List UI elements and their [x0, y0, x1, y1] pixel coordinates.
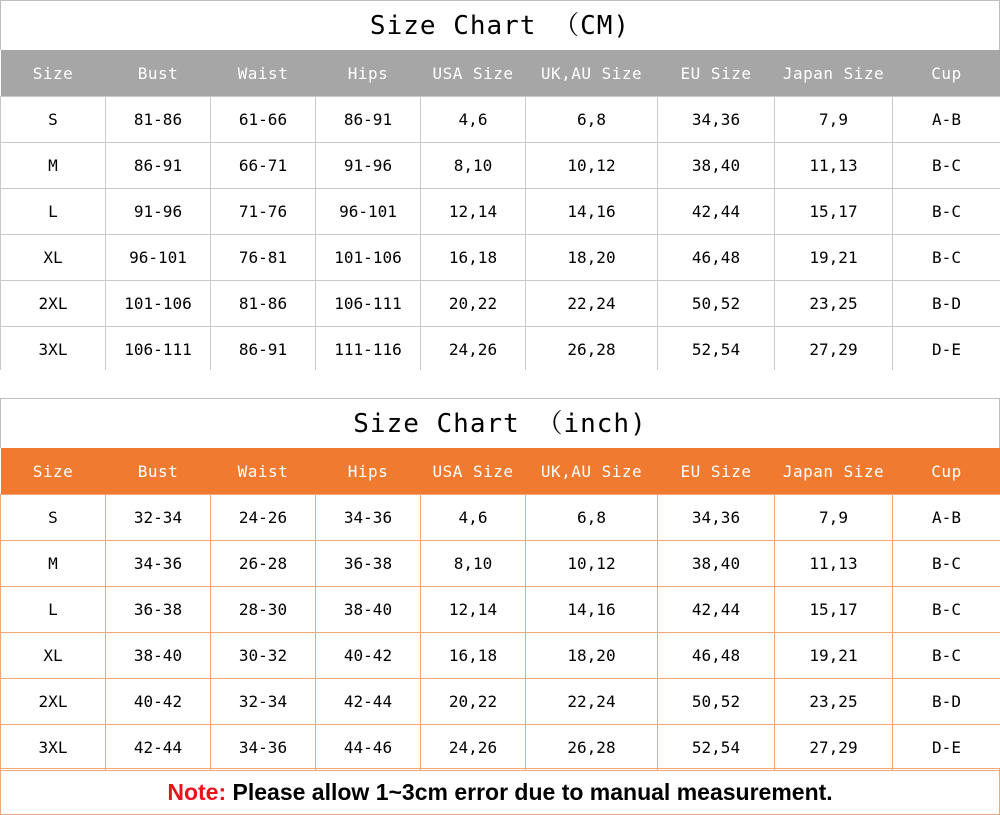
table-cell: B-D: [893, 281, 1000, 327]
cm-header-cell: Japan Size: [775, 50, 893, 97]
section-gap: [0, 370, 1000, 398]
table-cell: XL: [1, 633, 106, 679]
table-cell: 81-86: [106, 97, 211, 143]
table-cell: S: [1, 97, 106, 143]
inch-header-cell: UK,AU Size: [526, 448, 658, 495]
table-cell: 38-40: [106, 633, 211, 679]
table-cell: 32-34: [106, 495, 211, 541]
table-cell: B-C: [893, 189, 1000, 235]
table-cell: 8,10: [421, 143, 526, 189]
table-cell: 101-106: [106, 281, 211, 327]
table-cell: 16,18: [421, 633, 526, 679]
cm-header-cell: EU Size: [658, 50, 775, 97]
table-cell: 91-96: [316, 143, 421, 189]
table-cell: 14,16: [526, 189, 658, 235]
cm-chart-title: Size Chart （CM): [0, 0, 1000, 50]
table-cell: 36-38: [316, 541, 421, 587]
table-cell: 42-44: [106, 725, 211, 771]
table-cell: 7,9: [775, 495, 893, 541]
table-cell: 8,10: [421, 541, 526, 587]
table-cell: 24,26: [421, 327, 526, 373]
table-cell: 6,8: [526, 495, 658, 541]
inch-table-body: [1, 495, 1000, 771]
inch-header-cell: Size: [1, 448, 106, 495]
table-cell: 22,24: [526, 281, 658, 327]
table-cell: 12,14: [421, 189, 526, 235]
cm-header-cell: Hips: [316, 50, 421, 97]
table-cell: 18,20: [526, 235, 658, 281]
table-cell: 19,21: [775, 235, 893, 281]
table-cell: 20,22: [421, 679, 526, 725]
table-cell: 12,14: [421, 587, 526, 633]
table-cell: 15,17: [775, 587, 893, 633]
table-cell: 2XL: [1, 679, 106, 725]
inch-header-row: [1, 448, 1000, 495]
table-cell: 44-46: [316, 725, 421, 771]
table-cell: 3XL: [1, 725, 106, 771]
table-cell: B-C: [893, 587, 1000, 633]
inch-size-chart: [0, 398, 1000, 771]
table-cell: 76-81: [211, 235, 316, 281]
table-row: [1, 587, 1000, 633]
table-cell: 36-38: [106, 587, 211, 633]
table-cell: 27,29: [775, 327, 893, 373]
table-cell: 42,44: [658, 189, 775, 235]
table-cell: A-B: [893, 97, 1000, 143]
table-cell: 20,22: [421, 281, 526, 327]
table-cell: 28-30: [211, 587, 316, 633]
note-label: Note:: [167, 779, 227, 805]
inch-header-cell: Japan Size: [775, 448, 893, 495]
cm-header-cell: Bust: [106, 50, 211, 97]
table-cell: 52,54: [658, 725, 775, 771]
table-cell: 86-91: [211, 327, 316, 373]
table-row: [1, 189, 1000, 235]
measurement-note: [0, 768, 1000, 815]
table-row: [1, 725, 1000, 771]
table-cell: 34,36: [658, 495, 775, 541]
table-cell: 38,40: [658, 143, 775, 189]
table-cell: 40-42: [106, 679, 211, 725]
table-cell: 106-111: [316, 281, 421, 327]
table-cell: 81-86: [211, 281, 316, 327]
inch-size-table: [0, 448, 1000, 771]
table-cell: 11,13: [775, 143, 893, 189]
table-row: [1, 495, 1000, 541]
table-cell: 34-36: [106, 541, 211, 587]
table-row: [1, 97, 1000, 143]
table-cell: 34,36: [658, 97, 775, 143]
table-cell: B-C: [893, 541, 1000, 587]
table-cell: 26,28: [526, 327, 658, 373]
table-cell: 106-111: [106, 327, 211, 373]
table-cell: 101-106: [316, 235, 421, 281]
table-cell: 3XL: [1, 327, 106, 373]
inch-header-cell: EU Size: [658, 448, 775, 495]
cm-header-cell: Size: [1, 50, 106, 97]
table-cell: 66-71: [211, 143, 316, 189]
table-row: [1, 327, 1000, 373]
table-cell: A-B: [893, 495, 1000, 541]
table-cell: 50,52: [658, 281, 775, 327]
table-cell: 86-91: [316, 97, 421, 143]
cm-size-table: [0, 50, 1000, 373]
table-row: [1, 235, 1000, 281]
table-cell: 34-36: [211, 725, 316, 771]
table-cell: B-C: [893, 633, 1000, 679]
cm-header-cell: Cup: [893, 50, 1000, 97]
table-cell: B-D: [893, 679, 1000, 725]
table-cell: 96-101: [106, 235, 211, 281]
table-cell: 7,9: [775, 97, 893, 143]
table-cell: 61-66: [211, 97, 316, 143]
table-cell: 18,20: [526, 633, 658, 679]
table-row: [1, 541, 1000, 587]
table-cell: M: [1, 143, 106, 189]
cm-size-chart: [0, 0, 1000, 373]
table-row: [1, 633, 1000, 679]
table-cell: 26,28: [526, 725, 658, 771]
table-cell: 38,40: [658, 541, 775, 587]
table-cell: 42-44: [316, 679, 421, 725]
table-cell: 86-91: [106, 143, 211, 189]
table-cell: 11,13: [775, 541, 893, 587]
table-cell: 19,21: [775, 633, 893, 679]
table-cell: 30-32: [211, 633, 316, 679]
table-cell: 4,6: [421, 97, 526, 143]
table-cell: 46,48: [658, 633, 775, 679]
cm-header-cell: USA Size: [421, 50, 526, 97]
inch-header-cell: Hips: [316, 448, 421, 495]
table-cell: 32-34: [211, 679, 316, 725]
table-cell: 42,44: [658, 587, 775, 633]
table-cell: 10,12: [526, 143, 658, 189]
table-cell: 23,25: [775, 679, 893, 725]
cm-header-cell: Waist: [211, 50, 316, 97]
inch-header-cell: Bust: [106, 448, 211, 495]
table-cell: B-C: [893, 235, 1000, 281]
table-row: [1, 143, 1000, 189]
table-cell: B-C: [893, 143, 1000, 189]
inch-header-cell: Cup: [893, 448, 1000, 495]
table-cell: 111-116: [316, 327, 421, 373]
cm-header-cell: UK,AU Size: [526, 50, 658, 97]
table-cell: 10,12: [526, 541, 658, 587]
table-cell: 6,8: [526, 97, 658, 143]
cm-table-body: [1, 97, 1000, 373]
table-cell: 71-76: [211, 189, 316, 235]
table-cell: 46,48: [658, 235, 775, 281]
table-cell: 50,52: [658, 679, 775, 725]
table-cell: D-E: [893, 725, 1000, 771]
table-cell: L: [1, 189, 106, 235]
table-cell: 14,16: [526, 587, 658, 633]
table-row: [1, 281, 1000, 327]
table-cell: 24,26: [421, 725, 526, 771]
inch-chart-title: Size Chart （inch): [0, 398, 1000, 448]
table-cell: 2XL: [1, 281, 106, 327]
table-cell: 27,29: [775, 725, 893, 771]
table-cell: D-E: [893, 327, 1000, 373]
table-cell: 34-36: [316, 495, 421, 541]
table-cell: 40-42: [316, 633, 421, 679]
table-cell: 15,17: [775, 189, 893, 235]
table-cell: XL: [1, 235, 106, 281]
table-cell: 22,24: [526, 679, 658, 725]
table-cell: M: [1, 541, 106, 587]
cm-header-row: [1, 50, 1000, 97]
table-cell: L: [1, 587, 106, 633]
table-cell: 23,25: [775, 281, 893, 327]
inch-header-cell: USA Size: [421, 448, 526, 495]
table-cell: S: [1, 495, 106, 541]
table-cell: 4,6: [421, 495, 526, 541]
table-cell: 52,54: [658, 327, 775, 373]
table-cell: 26-28: [211, 541, 316, 587]
note-text: Please allow 1~3cm error due to manual measurement.: [232, 779, 833, 805]
table-cell: 91-96: [106, 189, 211, 235]
table-cell: 96-101: [316, 189, 421, 235]
table-cell: 38-40: [316, 587, 421, 633]
table-row: [1, 679, 1000, 725]
inch-header-cell: Waist: [211, 448, 316, 495]
table-cell: 16,18: [421, 235, 526, 281]
table-cell: 24-26: [211, 495, 316, 541]
